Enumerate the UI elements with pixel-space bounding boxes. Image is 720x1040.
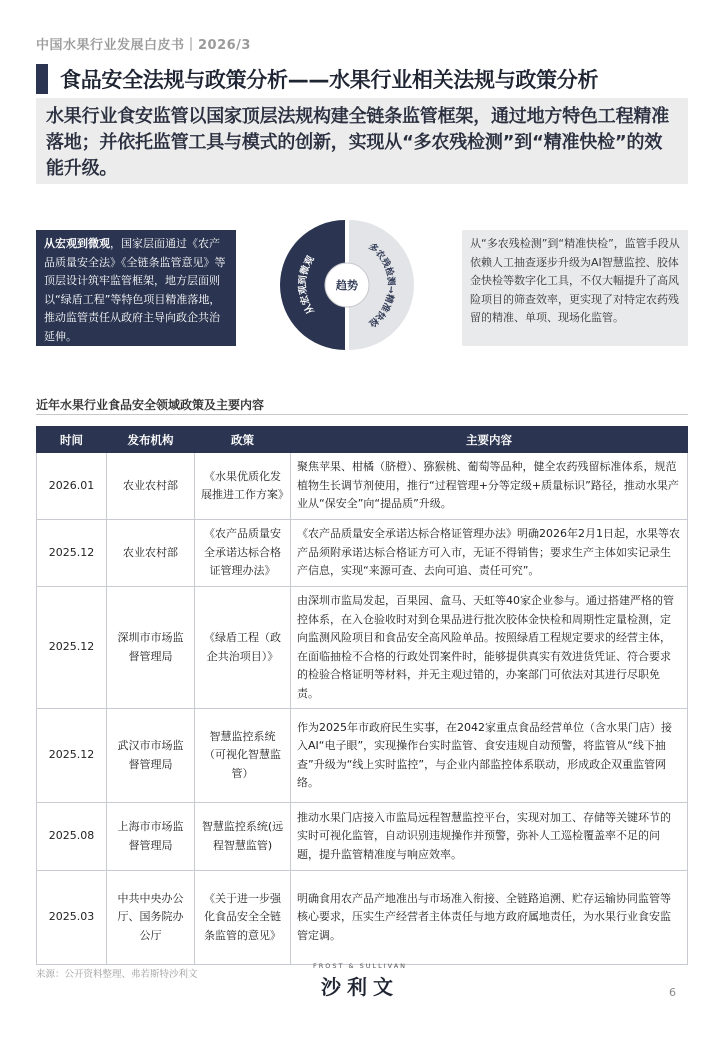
row-content: 明确食用农产品产地准出与市场准入衔接、全链路追溯、贮存运输协同监管等核心要求，压实生产经营者主体责任与地方政府属地责任，为水果行业食安监管定调。 — [291, 871, 688, 965]
header-policy: 政策 — [195, 427, 291, 453]
trend-left-lead: 从宏观到微观 — [44, 237, 110, 250]
table-row — [37, 520, 688, 587]
row-content: 聚焦苹果、柑橘（脐橙）、猕猴桃、葡萄等品种，健全农药残留标准体系，规范植物生长调节剂使用，推行“过程管理+分等定级+质量标识”路径，推动水果产业从“保安全”向“提品质”升级。 — [291, 453, 688, 520]
header-content: 主要内容 — [291, 427, 688, 453]
row-time: 2026.01 — [37, 453, 107, 520]
trend-left-arc-label: 从宏观到微观 — [297, 254, 317, 316]
row-org: 农业农村部 — [107, 520, 195, 587]
row-time: 2025.12 — [37, 520, 107, 587]
row-time: 2025.08 — [37, 803, 107, 871]
document-header: 中国水果行业发展白皮书｜2026/3 — [36, 38, 251, 53]
row-policy: 智慧监控系统(远程智慧监管) — [195, 803, 291, 871]
logo-chinese-text: 沙利文 — [321, 975, 399, 999]
row-policy: 《绿盾工程（政企共治项目）》 — [195, 587, 291, 709]
table-row — [37, 453, 688, 520]
row-time: 2025.12 — [37, 587, 107, 709]
row-time: 2025.12 — [37, 709, 107, 803]
page-number: 6 — [669, 986, 676, 999]
row-content: 推动水果门店接入市监局远程智慧监控平台，实现对加工、存储等关键环节的实时可视化监管，自动识别违规操作并预警，弥补人工巡检覆盖率不足的问题，提升监管精准度与响应效率。 — [291, 803, 688, 871]
row-time: 2025.03 — [37, 871, 107, 965]
policy-table — [36, 426, 688, 965]
section-title-row — [36, 62, 688, 96]
trend-right-arc-label: 多农残检测→精准快检 — [366, 241, 396, 329]
row-content: 《农产品质量安全承诺达标合格证管理办法》明确2026年2月1日起，水果等农产品须附承诺达标合格证方可入市，无证不得销售；要求生产主体如实记录生产信息，实现“来源可查、去向可追、责任可究”。 — [291, 520, 688, 587]
table-row — [37, 871, 688, 965]
row-policy: 智慧监控系统（可视化智慧监管） — [195, 709, 291, 803]
table-row — [37, 803, 688, 871]
row-content: 由深圳市监局发起，百果园、盒马、天虹等40家企业参与。通过搭建严格的管控体系，在入仓验收时对到仓果品进行批次胶体金快检和周期性定量检测，定向监测风险项目和食品安全高风险单品。按照绿盾工程规定要求的经营主体，在面临抽检不合格的行政处罚案件时，能够提供真实有效进货凭证、符合要求的检验合格证明等材料，并无主观过错的，办案部门可依法对其进行尽职免责。 — [291, 587, 688, 709]
table-title-rule — [36, 414, 688, 415]
row-policy: 《农产品质量安全承诺达标合格证管理办法》 — [195, 520, 291, 587]
row-content: 作为2025年市政府民生实事，在2042家重点食品经营单位（含水果门店）接入AI“电子眼”，实现操作台实时监管、食安违规自动预警，将监管从“线下抽查”升级为“线上实时监控”，与企业内部监控体系联动，形成政企双重监管网络。 — [291, 709, 688, 803]
trend-left-text: ，国家层面通过《农产品质量安全法》《全链条监管意见》等顶层设计筑牢监管框架，地方层面则以“绿盾工程”等特色项目精准落地，推动监管责任从政府主导向政企共治延伸。 — [44, 237, 226, 343]
trend-left-box — [36, 230, 236, 346]
table-row — [37, 587, 688, 709]
trend-circle-diagram — [280, 218, 414, 352]
table-title: 近年水果行业食品安全领域政策及主要内容 — [36, 398, 265, 412]
title-accent-bar — [36, 64, 48, 94]
header-org: 发布机构 — [107, 427, 195, 453]
trend-section — [36, 230, 688, 346]
trend-right-box: 从“多农残检测”到“精准快检”，监管手段从依赖人工抽查逐步升级为AI智慧监控、胶体金快检等数字化工具，不仅大幅提升了高风险项目的筛查效率，更实现了对特定农药残留的精准、单项、现场化监管。 — [462, 230, 688, 346]
frost-sullivan-logo — [300, 962, 420, 1000]
logo-english-text: FROST & SULLIVAN — [312, 962, 408, 970]
section-title: 食品安全法规与政策分析——水果行业相关法规与政策分析 — [60, 68, 599, 92]
row-org: 农业农村部 — [107, 453, 195, 520]
table-header-row — [37, 427, 688, 453]
header-time: 时间 — [37, 427, 107, 453]
table-row — [37, 709, 688, 803]
row-policy: 《关于进一步强化食品安全全链条监管的意见》 — [195, 871, 291, 965]
row-org: 武汉市市场监督管理局 — [107, 709, 195, 803]
row-org: 深圳市市场监督管理局 — [107, 587, 195, 709]
trend-center-label: 趋势 — [336, 279, 358, 292]
source-note: 来源：公开资料整理、弗若斯特沙利文 — [36, 969, 198, 980]
row-org: 上海市市场监督管理局 — [107, 803, 195, 871]
summary-box: 水果行业食安监管以国家顶层法规构建全链条监管框架，通过地方特色工程精准落地；并依托监管工具与模式的创新，实现从“多农残检测”到“精准快检”的效能升级。 — [36, 98, 688, 184]
row-org: 中共中央办公厅、国务院办公厅 — [107, 871, 195, 965]
row-policy: 《水果优质化发展推进工作方案》 — [195, 453, 291, 520]
